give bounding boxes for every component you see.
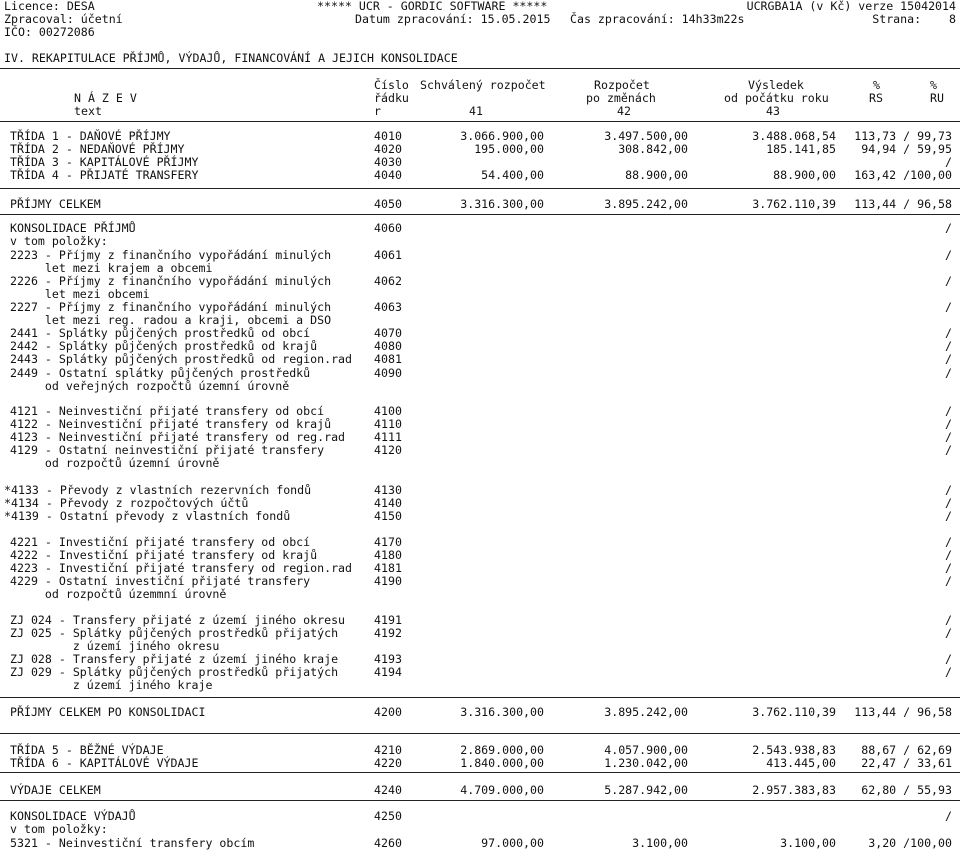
row-code: 4250 xyxy=(374,809,402,823)
row-code: 4110 xyxy=(374,417,402,431)
licence-text: Licence: DESA xyxy=(4,0,95,13)
row-code: 4050 xyxy=(374,197,402,211)
row-code: 4061 xyxy=(374,248,402,262)
row-schvaleny: 97.000,00 xyxy=(481,836,544,850)
row-rozpocet: 5.287.942,00 xyxy=(604,783,688,797)
row-code: 4193 xyxy=(374,652,402,666)
section-title-line xyxy=(0,52,960,65)
row-name: 5321 - Neinvestiční transfery obcím xyxy=(10,836,255,850)
row-code: 4194 xyxy=(374,665,402,679)
row-name: 2223 - Příjmy z finančního vypořádání minulých xyxy=(10,248,332,262)
row-percent: 113,73 / 99,73 xyxy=(854,129,952,143)
col-vysledek-2: od počátku roku xyxy=(724,91,829,105)
divider xyxy=(0,772,960,773)
column-header-row-3 xyxy=(0,105,960,118)
row-vysledek: 3.488.068,54 xyxy=(752,129,836,143)
row-vysledek: 2.543.938,83 xyxy=(752,743,836,757)
row-name: *4134 - Převody z rozpočtových účtů xyxy=(4,496,249,510)
row-name: PŘÍJMY CELKEM PO KONSOLIDACI xyxy=(10,705,206,719)
row-vysledek: 413.445,00 xyxy=(766,756,836,770)
row-name: KONSOLIDACE PŘÍJMŮ xyxy=(10,221,136,235)
row-code: 4010 xyxy=(374,129,402,143)
col-rs-1: % xyxy=(873,78,880,92)
row-code: 4060 xyxy=(374,221,402,235)
row-name: TŘÍDA 2 - NEDAŇOVÉ PŘÍJMY xyxy=(10,142,185,156)
row-name: z území jiného kraje xyxy=(10,678,213,692)
table-row xyxy=(0,823,960,836)
row-vysledek: 3.762.110,39 xyxy=(752,197,836,211)
row-name: v tom položky: xyxy=(10,822,108,836)
row-vysledek: 3.100,00 xyxy=(780,836,836,850)
table-row xyxy=(0,198,960,211)
section-title: IV. REKAPITULACE PŘÍJMŮ, VÝDAJŮ, FINANCOVÁNÍ A JEJICH KONSOLIDACE xyxy=(4,51,458,65)
row-schvaleny: 3.316.300,00 xyxy=(460,705,544,719)
col-rozpocet-2: po změnách xyxy=(586,91,656,105)
header-line-2 xyxy=(0,13,960,26)
row-name: z území jiného okresu xyxy=(10,639,220,653)
table-row xyxy=(0,380,960,393)
row-name: ZJ 029 - Splátky půjčených prostředků přijatých xyxy=(10,665,339,679)
row-code: 4130 xyxy=(374,483,402,497)
row-name: PŘÍJMY CELKEM xyxy=(10,197,101,211)
strana-text: Strana: 8 xyxy=(872,12,956,26)
table-row xyxy=(0,222,960,235)
row-name: ZJ 025 - Splátky půjčených prostředků přijatých xyxy=(10,626,339,640)
row-percent: / xyxy=(945,274,952,288)
row-vysledek: 2.957.383,83 xyxy=(752,783,836,797)
row-percent: / xyxy=(945,509,952,523)
row-name: 2226 - Příjmy z finančního vypořádání minulých xyxy=(10,274,332,288)
row-percent: 3,20 /100,00 xyxy=(868,836,952,850)
row-code: 4120 xyxy=(374,443,402,457)
divider xyxy=(0,800,960,801)
divider xyxy=(0,68,960,69)
divider xyxy=(0,214,960,215)
row-percent: / xyxy=(945,809,952,823)
table-row xyxy=(0,457,960,470)
col-cislo-1: Číslo xyxy=(374,78,409,92)
row-code: 4030 xyxy=(374,155,402,169)
row-code: 4063 xyxy=(374,300,402,314)
row-name: 2441 - Splátky půjčených prostředků od obcí xyxy=(10,326,311,340)
row-name: 2227 - Příjmy z finančního vypořádání minulých xyxy=(10,300,332,314)
col-vysledek-3: 43 xyxy=(766,104,780,118)
row-name: 4229 - Ostatní investiční přijaté transfery xyxy=(10,574,311,588)
row-percent: / xyxy=(945,352,952,366)
row-schvaleny: 1.840.000,00 xyxy=(460,756,544,770)
col-rozpocet-3: 42 xyxy=(617,104,631,118)
row-schvaleny: 54.400,00 xyxy=(481,168,544,182)
table-row xyxy=(0,235,960,248)
row-name: TŘÍDA 3 - KAPITÁLOVÉ PŘÍJMY xyxy=(10,155,199,169)
row-rozpocet: 1.230.042,00 xyxy=(604,756,688,770)
row-name: 2443 - Splátky půjčených prostředků od region.rad xyxy=(10,352,353,366)
row-code: 4150 xyxy=(374,509,402,523)
row-percent: / xyxy=(945,561,952,575)
col-rozpocet-1: Rozpočet xyxy=(594,78,650,92)
row-name: ZJ 028 - Transfery přijaté z území jiného kraje xyxy=(10,652,339,666)
row-rozpocet: 3.100,00 xyxy=(632,836,688,850)
row-percent: / xyxy=(945,248,952,262)
row-percent: 163,42 /100,00 xyxy=(854,168,952,182)
row-name: 4122 - Neinvestiční přijaté transfery od krajů xyxy=(10,417,332,431)
row-name: 2442 - Splátky půjčených prostředků od krajů xyxy=(10,339,318,353)
row-code: 4240 xyxy=(374,783,402,797)
row-name: 2449 - Ostatní splátky půjčených prostředků xyxy=(10,366,311,380)
row-name: 4121 - Neinvestiční přijaté transfery od obcí xyxy=(10,404,325,418)
row-percent: / xyxy=(945,326,952,340)
row-percent: / xyxy=(945,548,952,562)
table-row xyxy=(0,588,960,601)
col-ru-1: % xyxy=(930,78,937,92)
table-row xyxy=(0,706,960,719)
row-name: 4123 - Neinvestiční přijaté transfery od reg.rad xyxy=(10,430,346,444)
row-percent: 22,47 / 33,61 xyxy=(861,756,952,770)
row-code: 4190 xyxy=(374,574,402,588)
table-row xyxy=(0,169,960,182)
row-name: 4221 - Investiční přijaté transfery od obcí xyxy=(10,535,311,549)
row-code: 4080 xyxy=(374,339,402,353)
row-schvaleny: 4.709.000,00 xyxy=(460,783,544,797)
row-percent: / xyxy=(945,496,952,510)
row-code: 4180 xyxy=(374,548,402,562)
row-percent: / xyxy=(945,574,952,588)
table-row xyxy=(0,679,960,692)
row-percent: / xyxy=(945,665,952,679)
row-code: 4020 xyxy=(374,142,402,156)
col-schvaleny-1: Schválený rozpočet xyxy=(420,78,546,92)
row-name: 4129 - Ostatní neinvestiční přijaté transfery xyxy=(10,443,325,457)
row-code: 4210 xyxy=(374,743,402,757)
zpracoval-text: Zpracoval: účetní xyxy=(4,12,123,26)
divider xyxy=(0,733,960,734)
report-code-text: UCRGBA1A (v Kč) verze 15042014 xyxy=(746,0,956,13)
row-vysledek: 88.900,00 xyxy=(773,168,836,182)
col-nazev: N Á Z E V xyxy=(74,91,137,105)
row-percent: / xyxy=(945,417,952,431)
row-percent: 113,44 / 96,58 xyxy=(854,197,952,211)
row-code: 4090 xyxy=(374,366,402,380)
table-row xyxy=(0,757,960,770)
row-name: TŘÍDA 1 - DAŇOVÉ PŘÍJMY xyxy=(10,129,171,143)
row-name: TŘÍDA 5 - BĚŽNÉ VÝDAJE xyxy=(10,743,164,757)
row-name: 4223 - Investiční přijaté transfery od region.rad xyxy=(10,561,353,575)
row-code: 4220 xyxy=(374,756,402,770)
row-name: od veřejných rozpočtů územní úrovně xyxy=(10,379,290,393)
header-line-3 xyxy=(0,26,960,39)
row-percent: / xyxy=(945,535,952,549)
row-percent: / xyxy=(945,404,952,418)
row-code: 4070 xyxy=(374,326,402,340)
row-percent: / xyxy=(945,221,952,235)
row-name: TŘÍDA 4 - PŘIJATÉ TRANSFERY xyxy=(10,168,199,182)
divider xyxy=(0,188,960,189)
row-schvaleny: 3.066.900,00 xyxy=(460,129,544,143)
row-name: TŘÍDA 6 - KAPITÁLOVÉ VÝDAJE xyxy=(10,756,199,770)
row-percent: / xyxy=(945,430,952,444)
row-percent: / xyxy=(945,613,952,627)
row-percent: / xyxy=(945,626,952,640)
row-schvaleny: 195.000,00 xyxy=(474,142,544,156)
row-percent: / xyxy=(945,366,952,380)
row-percent: / xyxy=(945,300,952,314)
row-code: 4170 xyxy=(374,535,402,549)
row-percent: / xyxy=(945,652,952,666)
row-name: v tom položky: xyxy=(10,234,108,248)
cas-text: Čas zpracování: 14h33m22s xyxy=(570,12,745,26)
row-name: ZJ 024 - Transfery přijaté z území jiného okresu xyxy=(10,613,346,627)
row-vysledek: 185.141,85 xyxy=(766,142,836,156)
row-code: 4062 xyxy=(374,274,402,288)
row-code: 4192 xyxy=(374,626,402,640)
divider xyxy=(0,697,960,698)
row-code: 4081 xyxy=(374,352,402,366)
row-schvaleny: 2.869.000,00 xyxy=(460,743,544,757)
row-percent: 88,67 / 62,69 xyxy=(861,743,952,757)
col-rs-2: RS xyxy=(869,91,883,105)
ico-text: IČO: 00272086 xyxy=(4,25,95,39)
row-rozpocet: 3.497.500,00 xyxy=(604,129,688,143)
row-name: let mezi reg. radou a kraji, obcemi a DSO xyxy=(10,313,332,327)
col-text: text xyxy=(74,104,102,118)
row-percent: 62,80 / 55,93 xyxy=(861,783,952,797)
row-code: 4260 xyxy=(374,836,402,850)
table-row xyxy=(0,353,960,366)
row-name: *4133 - Převody z vlastních rezervních fondů xyxy=(4,483,312,497)
row-percent: / xyxy=(945,339,952,353)
row-name: od rozpočtů územní úrovně xyxy=(10,456,220,470)
row-percent: / xyxy=(945,443,952,457)
datum-text: Datum zpracování: 15.05.2015 xyxy=(355,12,551,26)
table-row xyxy=(0,784,960,797)
row-name: *4139 - Ostatní převody z vlastních fondů xyxy=(4,509,291,523)
row-name: let mezi obcemi xyxy=(10,287,150,301)
table-row xyxy=(0,837,960,850)
row-name: VÝDAJE CELKEM xyxy=(10,783,101,797)
row-rozpocet: 3.895.242,00 xyxy=(604,197,688,211)
row-percent: / xyxy=(945,483,952,497)
row-name: 4222 - Investiční přijaté transfery od krajů xyxy=(10,548,318,562)
col-ru-2: RU xyxy=(930,91,944,105)
table-row xyxy=(0,510,960,523)
col-cislo-3: r xyxy=(374,104,381,118)
row-code: 4040 xyxy=(374,168,402,182)
row-name: let mezi krajem a obcemi xyxy=(10,261,213,275)
row-code: 4100 xyxy=(374,404,402,418)
col-vysledek-1: Výsledek xyxy=(748,78,804,92)
row-code: 4111 xyxy=(374,430,402,444)
row-code: 4191 xyxy=(374,613,402,627)
divider xyxy=(0,121,960,122)
row-code: 4200 xyxy=(374,705,402,719)
row-code: 4181 xyxy=(374,561,402,575)
table-row xyxy=(0,810,960,823)
row-name: KONSOLIDACE VÝDAJŮ xyxy=(10,809,136,823)
row-percent: 94,94 / 59,95 xyxy=(861,142,952,156)
row-rozpocet: 88.900,00 xyxy=(625,168,688,182)
row-schvaleny: 3.316.300,00 xyxy=(460,197,544,211)
row-percent: / xyxy=(945,155,952,169)
row-vysledek: 3.762.110,39 xyxy=(752,705,836,719)
col-cislo-2: řádku xyxy=(374,91,409,105)
row-rozpocet: 3.895.242,00 xyxy=(604,705,688,719)
row-name: od rozpočtů územmní úrovně xyxy=(10,587,227,601)
row-rozpocet: 4.057.900,00 xyxy=(604,743,688,757)
row-percent: 113,44 / 96,58 xyxy=(854,705,952,719)
col-schvaleny-2: 41 xyxy=(469,104,483,118)
row-code: 4140 xyxy=(374,496,402,510)
row-rozpocet: 308.842,00 xyxy=(618,142,688,156)
software-text: ***** UCR - GORDIC SOFTWARE ***** xyxy=(317,0,548,13)
